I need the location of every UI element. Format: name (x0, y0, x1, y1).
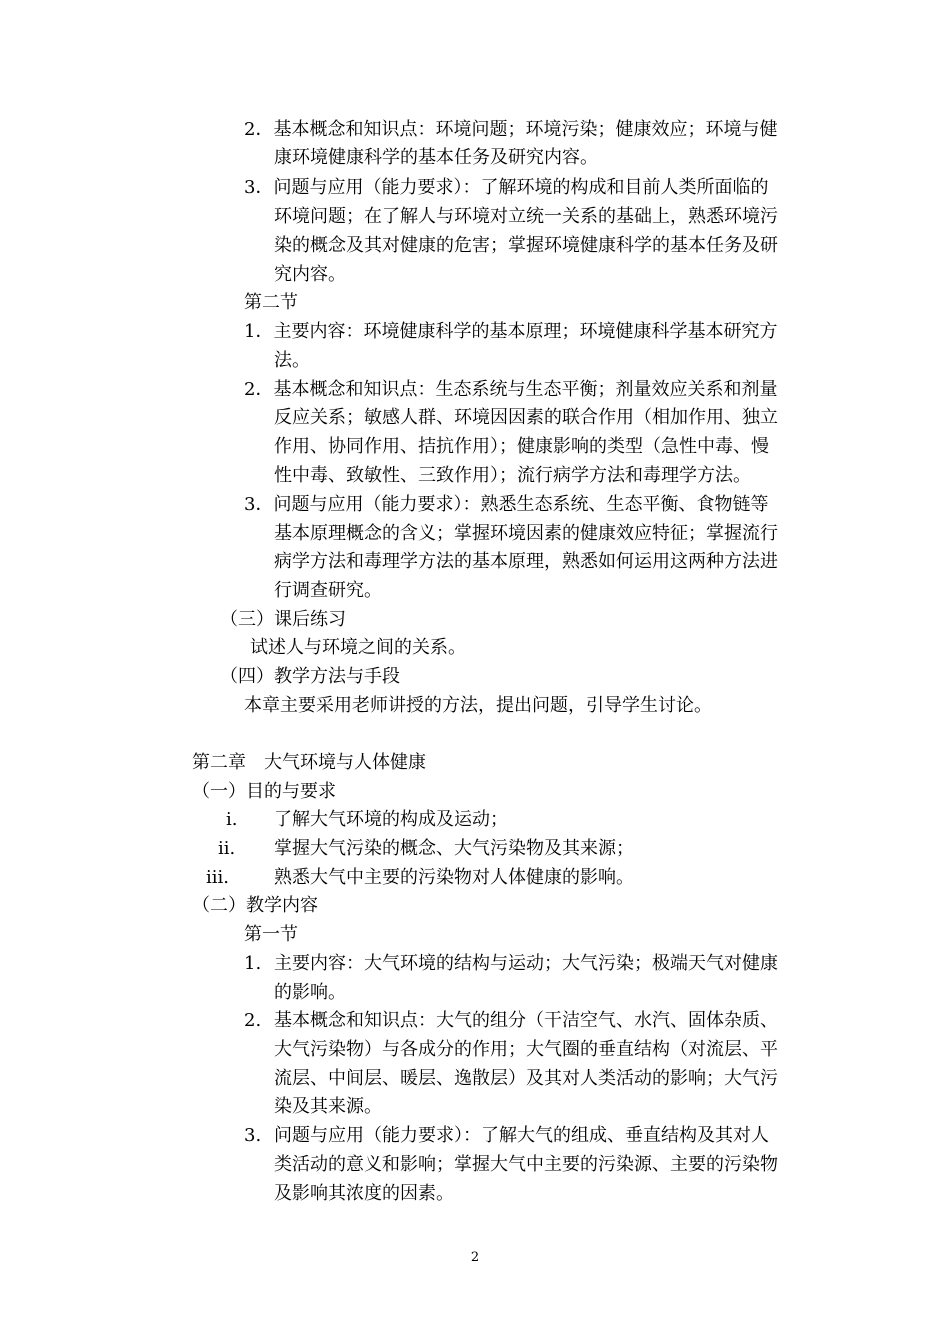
item-line: 反应关系；敏感人群、环境因因素的联合作用（相加作用、独立 (274, 407, 778, 428)
subsection-heading: （四）教学方法与手段 (220, 666, 400, 687)
item-line: 2．基本概念和知识点：生态系统与生态平衡；剂量效应关系和剂量 (244, 379, 778, 400)
item-line: 3．问题与应用（能力要求）：熟悉生态系统、生态平衡、食物链等 (244, 494, 769, 515)
item-line: 法。 (274, 350, 310, 371)
item-line: 病学方法和毒理学方法的基本原理，熟悉如何运用这两种方法进 (274, 551, 778, 572)
section-heading: 第一节 (244, 924, 298, 945)
chapter-heading: 第二章 大气环境与人体健康 (192, 752, 426, 773)
list-item: 熟悉大气中主要的污染物对人体健康的影响。 (274, 867, 634, 888)
list-item: 及影响其浓度的因素。 (274, 1183, 454, 1204)
item-line: 性中毒、致敏性、三致作用）；流行病学方法和毒理学方法。 (274, 465, 751, 486)
section-heading: 第二节 (244, 292, 298, 313)
item-line: 环境问题；在了解人与环境对立统一关系的基础上，熟悉环境污 (274, 206, 778, 227)
list-item: 流层、中间层、暖层、逸散层）及其对人类活动的影响；大气污 (274, 1068, 778, 1089)
list-item: 基本概念和知识点：大气的组分（干洁空气、水汽、固体杂质、 (274, 1010, 778, 1031)
paragraph-line: 本章主要采用老师讲授的方法，提出问题，引导学生讨论。 (244, 695, 712, 716)
list-marker: iii. (206, 867, 229, 888)
page-number: 2 (470, 1250, 480, 1265)
list-item: 染及其来源。 (274, 1096, 382, 1117)
subsection-heading: （二）教学内容 (192, 895, 318, 916)
list-marker: i. (226, 809, 238, 830)
list-marker: 1. (244, 953, 262, 974)
list-marker: ii. (218, 838, 236, 859)
list-item: 问题与应用（能力要求）：了解大气的组成、垂直结构及其对人 (274, 1125, 769, 1146)
item-line: 染的概念及其对健康的危害；掌握环境健康科学的基本任务及研 (274, 235, 778, 256)
list-marker: 2. (244, 1010, 262, 1031)
subsection-heading: （一）目的与要求 (192, 781, 336, 802)
item-line: 1．主要内容：环境健康科学的基本原理；环境健康科学基本研究方 (244, 321, 778, 342)
list-item: 类活动的意义和影响；掌握大气中主要的污染源、主要的污染物 (274, 1154, 778, 1175)
item-line: 行调查研究。 (274, 580, 382, 601)
item-line: 2．基本概念和知识点：环境问题；环境污染；健康效应；环境与健 (244, 119, 778, 140)
item-line: 基本原理概念的含义；掌握环境因素的健康效应特征；掌握流行 (274, 523, 778, 544)
subsection-heading: （三）课后练习 (220, 609, 346, 630)
item-line: 3．问题与应用（能力要求）：了解环境的构成和目前人类所面临的 (244, 177, 769, 198)
item-line: 究内容。 (274, 264, 346, 285)
list-item: 掌握大气污染的概念、大气污染物及其来源； (274, 838, 634, 859)
list-item: 的影响。 (274, 982, 346, 1003)
paragraph-line: 试述人与环境之间的关系。 (250, 637, 466, 658)
list-marker: 3. (244, 1125, 262, 1146)
list-item: 了解大气环境的构成及运动； (274, 809, 508, 830)
list-item: 主要内容：大气环境的结构与运动；大气污染；极端天气对健康 (274, 953, 778, 974)
item-line: 作用、协同作用、拮抗作用）；健康影响的类型（急性中毒、慢 (274, 436, 769, 457)
item-line: 康环境健康科学的基本任务及研究内容。 (274, 147, 598, 168)
list-item: 大气污染物）与各成分的作用；大气圈的垂直结构（对流层、平 (274, 1039, 778, 1060)
